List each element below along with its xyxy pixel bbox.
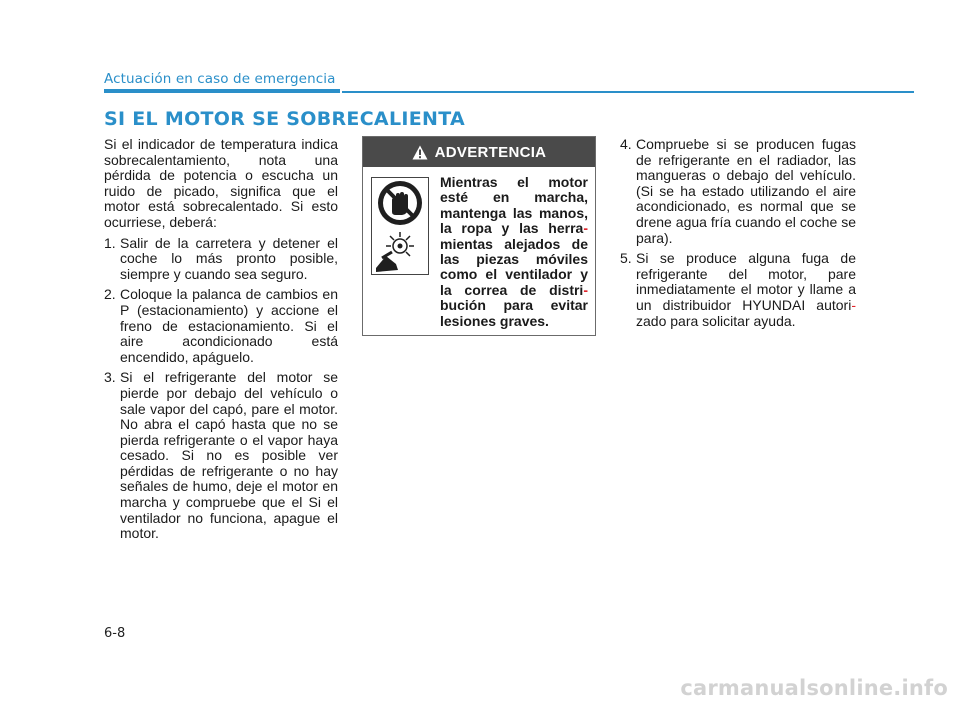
steps-list-right	[620, 137, 856, 329]
warning-label: ADVERTENCIA	[434, 143, 547, 161]
section-header: Actuación en caso de emergencia	[104, 71, 336, 87]
list-item	[620, 137, 856, 246]
page-title: SI EL MOTOR SE SOBRECALIENTA	[104, 108, 465, 130]
page-number: 6-8	[104, 626, 126, 641]
header-rule	[104, 89, 914, 93]
step-number: 4.	[620, 136, 632, 152]
step-text: Compruebe si se producen fugas de refrigerante en el radiador, las mangueras o debajo del vehículo. (Si se ha estado utilizando el aire acondicionado, es normal que se drene agua fría cuando el coche se para).	[636, 136, 856, 246]
step-number: 1.	[104, 234, 116, 251]
fan-hazard-icon	[372, 228, 428, 274]
intro-paragraph: Si el indicador de temperatura indica sobrecalentamiento, nota una pérdida de potencia o escucha un ruido de picado, significa que el motor está sobrecalentado. Si esto ocurriese, deberá:	[104, 136, 338, 230]
hyphen-mark: -	[583, 281, 588, 298]
steps-list-left	[104, 236, 338, 542]
warning-icon-box	[371, 177, 429, 275]
warning-text	[440, 175, 588, 329]
hyphen-mark: -	[851, 296, 856, 313]
no-hands-icon	[372, 178, 428, 228]
hyphen-mark: -	[583, 220, 588, 237]
right-column	[620, 137, 856, 334]
step-text-part-a: Si se produce alguna fuga de refrigerante del motor, pare inmediatamente el motor y llame a un distribuidor HYUNDAI autori	[636, 250, 856, 313]
warning-text-part-b: mientas alejados de las piezas móviles como el ventilador y la correa de distri	[440, 235, 588, 298]
step-number: 5.	[620, 250, 632, 267]
step-number: 3.	[104, 369, 116, 386]
warning-text-part-c: bución para evitar lesiones graves.	[440, 297, 588, 329]
step-text-part-b: zado para solicitar ayuda.	[636, 312, 796, 329]
step-number: 2.	[104, 286, 116, 303]
header-rule-thick	[104, 89, 340, 93]
warning-text-part-a: Mientras el motor esté en marcha, mantenga las manos, la ropa y las herra	[440, 174, 588, 237]
warning-triangle-icon	[412, 145, 428, 160]
warning-box	[362, 136, 596, 336]
step-text: Salir de la carretera y detener el coche lo más pronto posible, siempre y cuando sea seguro.	[120, 234, 338, 282]
header-rule-thin	[342, 91, 914, 93]
list-item	[104, 236, 338, 283]
list-item	[104, 287, 338, 365]
watermark: carmanualsonline.info	[680, 676, 948, 700]
step-text: Coloque la palanca de cambios en P (estacionamiento) y accione el freno de estacionamiento. Si el aire acondicionado está encendido, apáguelo.	[120, 286, 338, 365]
left-column	[104, 137, 338, 547]
list-item	[104, 370, 338, 542]
warning-header	[363, 137, 595, 167]
list-item	[620, 251, 856, 329]
step-text: Si el refrigerante del motor se pierde por debajo del vehículo o sale vapor del capó, pare el motor. No abra el capó hasta que no se pierda refrigerante o el vapor haya cesado. Si no es posible ver pérdidas de refrigerante o no hay señales de humo, deje el motor en marcha y compruebe que el Si el ventilador no funciona, apague el motor.	[120, 369, 338, 542]
